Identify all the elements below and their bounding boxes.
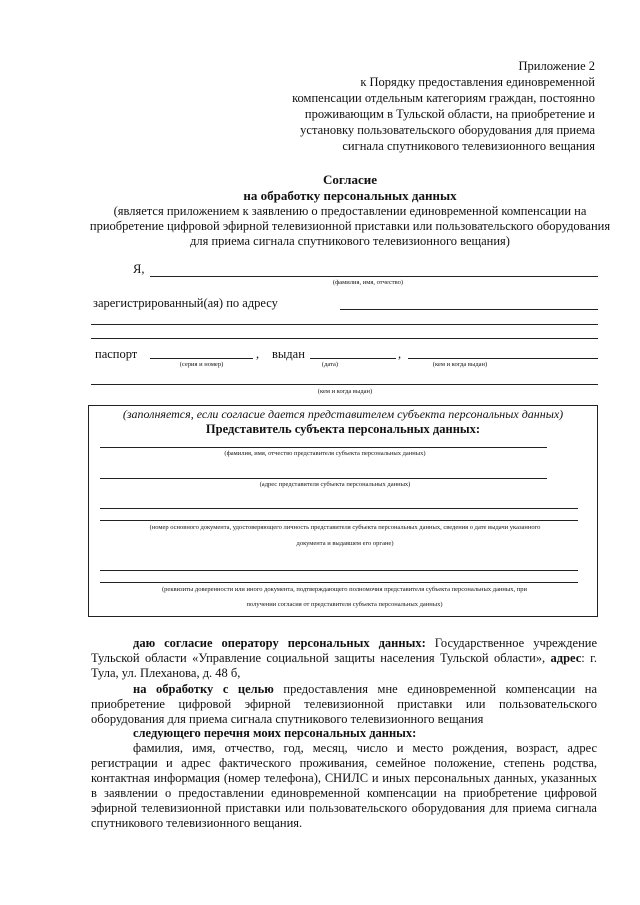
representative-document-field[interactable] xyxy=(100,508,578,509)
comma: , xyxy=(256,347,260,361)
appendix-line: установку пользовательского оборудования для приема xyxy=(300,123,595,137)
representative-note: (заполняется, если согласие дается представителем субъекта персональных данных) xyxy=(122,407,564,421)
purpose-label: на обработку с целью xyxy=(133,682,274,696)
representative-document-caption-2: документа и выдавшем его органе) xyxy=(296,540,394,547)
document-purpose-note: (является приложением к заявлению о предоставлении единовременной компенсации на приобретение цифровой эфирной телевизионной приставки или пользовательского оборудования для приема сигнала спутникового телевизионного вещания) xyxy=(89,204,611,248)
passport-label: паспорт xyxy=(95,347,138,361)
data-list-text: фамилия, имя, отчество, год, месяц, число и место рождения, возраст, адрес регистрации и адрес фактического проживания, семейное положение, степень родства, контактная информация (номер телефона), СНИЛС и иных персональных данных, указанных в заявлении о предоставлении единовременной компенсации на приобретение цифровой эфирной телевизионной приставки или пользовательского оборудования для приема сигнала спутникового телевизионного вещания. xyxy=(91,741,597,830)
purpose-paragraph xyxy=(91,682,597,727)
passport-issuer-field-line-2[interactable] xyxy=(91,384,598,385)
issuer-caption-2: (кем и когда выдан) xyxy=(317,388,373,395)
representative-title: Представитель субъекта персональных данных: xyxy=(205,422,481,436)
operator-name: Государственное учреждение Тульской области «Управление социальной защиты населения Тульской области», xyxy=(91,636,598,665)
operator-address: : г. Тула, ул. Плеханова, д. 48 б, xyxy=(91,651,597,680)
appendix-line: к Порядку предоставления единовременной xyxy=(360,75,595,89)
data-list-paragraph xyxy=(91,741,597,831)
series-caption: (серия и номер) xyxy=(179,361,224,368)
issuer-caption: (кем и когда выдан) xyxy=(432,361,488,368)
representative-address-caption: (адрес представителя субъекта персональных данных) xyxy=(259,481,411,488)
appendix-line: Приложение 2 xyxy=(518,59,595,73)
ya-label: Я, xyxy=(133,262,145,276)
registered-label: зарегистрированный(ая) по адресу xyxy=(93,296,278,310)
representative-address-field[interactable] xyxy=(100,478,547,479)
representative-document-caption: (номер основного документа, удостоверяющего личность представителя субъекта персональных данных, сведения о дате выдачи указанного xyxy=(149,524,541,531)
address-field[interactable] xyxy=(340,309,598,310)
address-label: адрес xyxy=(545,651,582,665)
data-list-heading-paragraph xyxy=(91,726,597,741)
consent-operator-paragraph xyxy=(91,636,597,681)
representative-power-caption: (реквизиты доверенности или иного документа, подтверждающего полномочия представителя субъекта персональных данных, при xyxy=(162,586,527,593)
comma: , xyxy=(398,347,402,361)
document-title: Согласие xyxy=(323,172,377,187)
passport-date-field[interactable] xyxy=(310,358,396,359)
passport-series-field[interactable] xyxy=(150,358,253,359)
passport-issuer-field[interactable] xyxy=(408,358,598,359)
fio-field[interactable] xyxy=(150,276,598,277)
document-subtitle-bold: на обработку персональных данных xyxy=(243,188,457,203)
address-field-line-3[interactable] xyxy=(91,338,598,339)
representative-power-field-line-2[interactable] xyxy=(100,582,578,583)
date-caption: (дата) xyxy=(321,361,339,368)
consent-operator-label: даю согласие оператору персональных данных: xyxy=(133,636,426,650)
address-field-line-2[interactable] xyxy=(91,324,598,325)
representative-document-field-line-2[interactable] xyxy=(100,520,578,521)
representative-fio-field[interactable] xyxy=(100,447,547,448)
appendix-line: сигнала спутникового телевизионного вещания xyxy=(342,139,595,153)
appendix-line: компенсации отдельным категориям граждан, постоянно xyxy=(292,91,595,105)
purpose-text: предоставления мне единовременной компенсации на приобретение цифровой эфирной телевизионной приставки или пользовательского оборудования для приема сигнала спутникового телевизионного вещания xyxy=(91,682,597,726)
fio-caption: (фамилия, имя, отчество) xyxy=(332,279,404,286)
representative-power-field[interactable] xyxy=(100,570,578,571)
appendix-line: проживающим в Тульской области, на приобретение и xyxy=(304,107,595,121)
representative-power-caption-2: получении согласия от представителя субъекта персональных данных) xyxy=(246,601,443,608)
issued-label: выдан xyxy=(272,347,305,361)
data-list-heading: следующего перечня моих персональных данных: xyxy=(133,726,417,740)
representative-fio-caption: (фамилия, имя, отчество представителя субъекта персональных данных) xyxy=(224,450,426,457)
appendix-header xyxy=(270,58,595,154)
